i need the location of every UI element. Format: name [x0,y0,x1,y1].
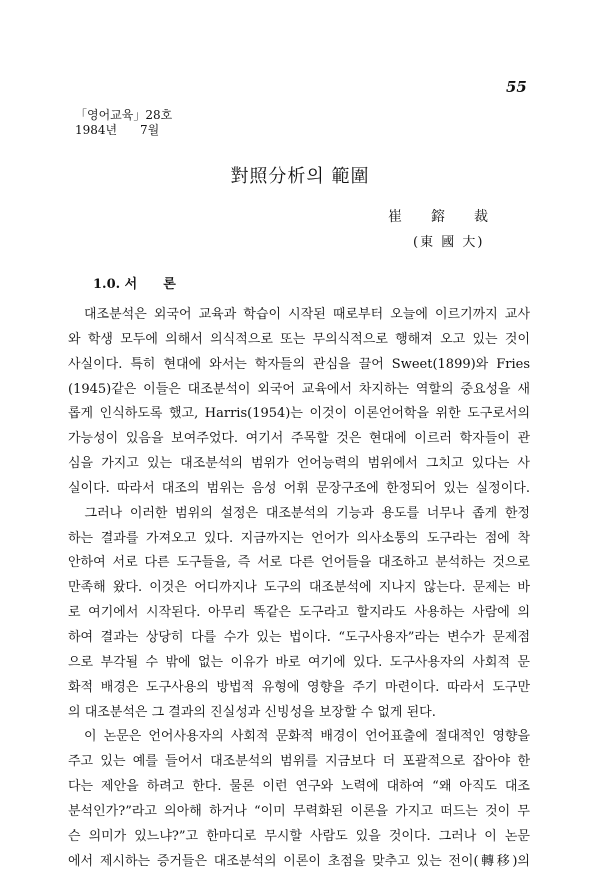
text-line: 대조분석은 외국어 교육과 학습이 시작된 때로부터 오늘에 이르기까지 교사 [68,307,530,322]
journal-year: 1984년 [75,123,118,137]
journal-name-row [75,108,172,123]
journal-info [75,108,172,138]
journal-date-row [75,123,172,138]
text-line: 주고 있는 예를 들어서 대조분석의 범위를 지금보다 더 포괄적으로 잡아야 한 [68,754,530,770]
author-name-char: 鎔 [431,209,445,225]
text-line: 로 여기에서 시작된다. 아무리 똑같은 도구라고 할지라도 사용하는 사람에 의 [68,605,530,621]
text-line: 분석인가?”라고 의아해 하거나 “이미 무력화된 이론을 가지고 떠드는 것이 무 [68,803,530,819]
paper-title: 對照分析의 範圍 [230,166,370,187]
text-line: 슨 의미가 있느냐?”고 한마디로 무시할 사람도 있을 것이다. 그러나 이 논문 [68,828,530,844]
text-line: (1945)같은 이들은 대조분석이 외국어 교육에서 차지하는 역할의 중요성을 새 [68,381,530,397]
text-line: 에서 제시하는 증거들은 대조분석의 이론이 초점을 맞추고 있는 전이(轉移)의 [68,853,530,869]
text-line: 가능성이 있음을 보여주었다. 여기서 주목할 것은 현대에 이르러 학자들이 관 [68,431,530,447]
text-line: 화적 배경은 도구사용의 방법적 유형에 영향을 주기 마련이다. 따라서 도구만 [68,679,530,695]
text-line: 와 학생 모두에 의해서 의식적으로 또는 무의식적으로 행해져 오고 있는 것이 [68,331,530,347]
page-number: 55 [506,78,527,96]
text-line: 그러나 이러한 범위의 설정은 대조분석의 기능과 용도를 너무나 좁게 한정 [68,505,530,521]
text-line: 사실이다. 특히 현대에 와서는 학자들의 관심을 끌어 Sweet(1899)와 Fries [68,356,530,372]
author-affiliation: (東 國 大) [413,235,485,250]
text-line: 의 대조분석은 그 결과의 진실성과 신빙성을 보장할 수 없게 된다. [68,704,436,720]
author-name-char: 裁 [474,209,488,225]
section-heading: 1.0. 서 론 [93,277,176,292]
journal-name: 「영어교육」28호 [75,108,173,122]
text-line: 다는 제안을 하려고 한다. 물론 이런 연구와 노력에 대하여 “왜 아직도 대조 [68,779,530,795]
text-line: 안하여 서로 다른 도구들을, 즉 서로 다른 언어들을 대조하고 분석하는 것으로 [68,555,530,571]
body-text [68,303,530,874]
author-name-char: 崔 [388,209,402,225]
text-line: 이 논문은 언어사용자의 사회적 문화적 배경이 언어표출에 절대적인 영향을 [68,729,530,745]
text-line: 롭게 인식하도록 했고, Harris(1954)는 이것이 이론언어학을 위한 도구로서의 [68,406,530,422]
text-line: 으로 부각될 수 밖에 없는 이유가 바로 여기에 있다. 도구사용자의 사회적 문 [68,654,530,670]
author-name [388,206,488,226]
text-line: 심을 가지고 있는 대조분석의 범위가 언어능력의 범위에서 그치고 있다는 사 [68,456,530,472]
text-line: 실이다. 따라서 대조의 범위는 음성 어휘 문장구조에 한정되어 있는 실정이다. [68,480,530,496]
journal-month: 7월 [140,123,160,137]
text-line: 하는 결과를 가져오고 있다. 지금까지는 언어가 의사소통의 도구라는 점에 착 [68,530,530,546]
text-line: 만족해 왔다. 이것은 어디까지나 도구의 대조분석에 지나지 않는다. 문제는 바 [68,580,530,596]
text-line: 하여 결과는 상당히 다를 수가 있는 법이다. “도구사용자”라는 변수가 문제점 [68,629,530,645]
